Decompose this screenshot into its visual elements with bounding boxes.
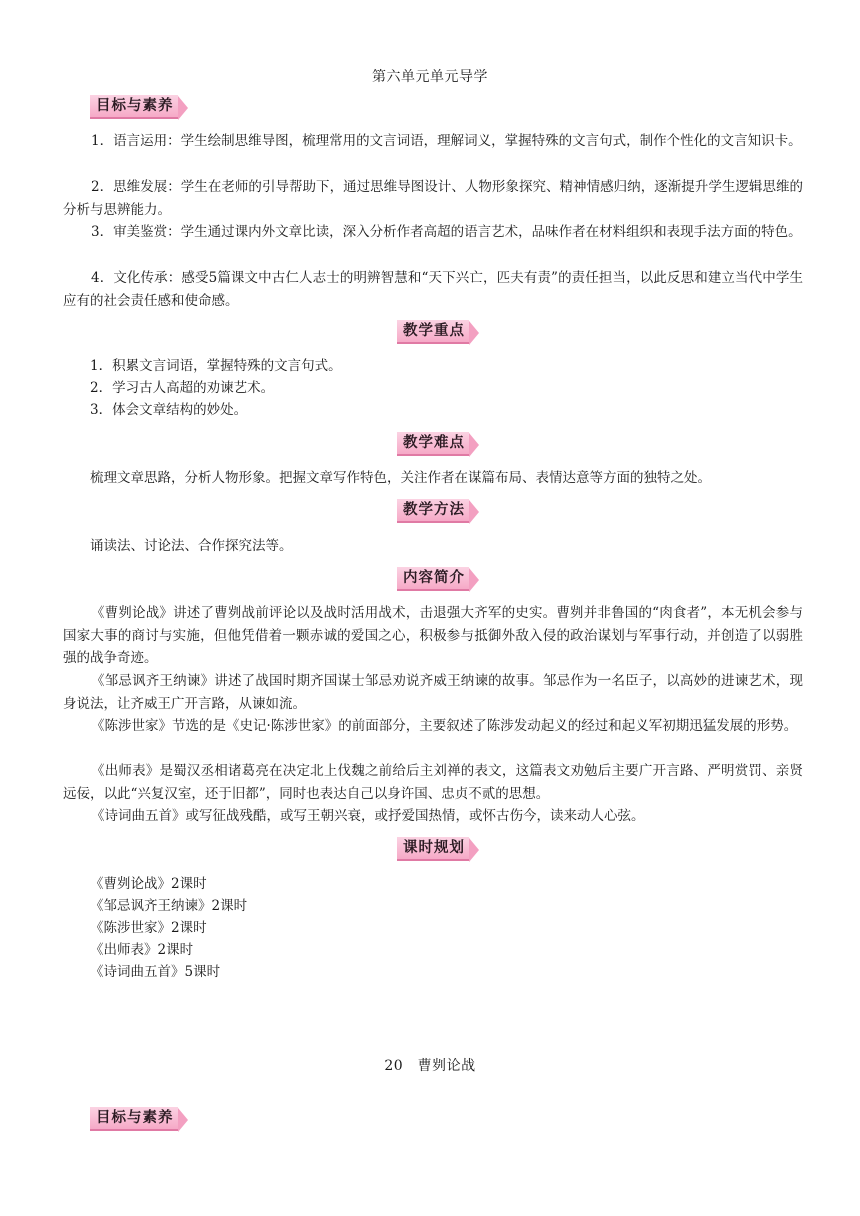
schedule-item-1: 《曹刿论战》2课时 xyxy=(90,876,207,892)
content-item-3: 《陈涉世家》节选的是《史记·陈涉世家》的前面部分，主要叙述了陈涉发动起义的经过和起义军初期迅猛发展的形势。 xyxy=(91,718,798,734)
tag-arrow-icon xyxy=(178,1108,188,1132)
methods-heading-tag xyxy=(397,500,479,522)
content-item-4: 《出师表》是蜀汉丞相诸葛亮在决定北上伐魏之前给后主刘禅的表文，这篇表文劝勉后主要广开言路、严明赏罚、亲贤远佞，以此“兴复汉室，还于旧都”，同时也表达自己以身许国、忠贞不贰的思想。 xyxy=(63,763,803,802)
content-item-1: 《曹刿论战》讲述了曹刿战前评论以及战时活用战术，击退强大齐军的史实。曹刿并非鲁国的“肉食者”，本无机会参与国家大事的商讨与实施，但他凭借着一颗赤诚的爱国之心，积极参与抵御外敌入侵的政治谋划与军事行动，并创造了以弱胜强的战争奇迹。 xyxy=(63,605,803,666)
difficulties-heading-tag xyxy=(397,433,479,455)
tag-arrow-icon xyxy=(469,568,479,592)
lesson-title: 20 曹刿论战 xyxy=(384,1058,476,1074)
lesson-goals-heading-tag xyxy=(90,1108,188,1130)
schedule-heading: 课时规划 xyxy=(397,837,469,861)
tag-arrow-icon xyxy=(469,838,479,862)
schedule-item-3: 《陈涉世家》2课时 xyxy=(90,920,207,936)
goal-item-4: 4．文化传承：感受5篇课文中古仁人志士的明辨智慧和“天下兴亡，匹夫有责”的责任担当，以此反思和建立当代中学生应有的社会责任感和使命感。 xyxy=(63,270,803,309)
schedule-heading-tag xyxy=(397,838,479,860)
key-point-1: 1．积累文言词语，掌握特殊的文言句式。 xyxy=(90,358,342,374)
goal-item-2: 2．思维发展：学生在老师的引导帮助下，通过思维导图设计、人物形象探究、精神情感归纳，逐渐提升学生逻辑思维的分析与思辨能力。 xyxy=(63,179,803,218)
methods-heading: 教学方法 xyxy=(397,499,469,523)
goals-heading-tag xyxy=(90,96,188,118)
key-points-heading-tag xyxy=(397,321,479,343)
lesson-goals-heading: 目标与素养 xyxy=(90,1107,178,1131)
goal-item-1: 1．语言运用：学生绘制思维导图，梳理常用的文言词语，理解词义，掌握特殊的文言句式，制作个性化的文言知识卡。 xyxy=(91,133,802,149)
unit-title: 第六单元单元导学 xyxy=(372,69,488,85)
key-points-heading: 教学重点 xyxy=(397,320,469,344)
difficulties-heading: 教学难点 xyxy=(397,432,469,456)
schedule-item-5: 《诗词曲五首》5课时 xyxy=(90,964,221,980)
difficulties-text: 梳理文章思路，分析人物形象。把握文章写作特色，关注作者在谋篇布局、表情达意等方面的独特之处。 xyxy=(90,470,711,486)
methods-text: 诵读法、讨论法、合作探究法等。 xyxy=(90,538,293,554)
schedule-item-2: 《邹忌讽齐王纳谏》2课时 xyxy=(90,898,248,914)
content-heading: 内容简介 xyxy=(397,567,469,591)
goal-item-3: 3．审美鉴赏：学生通过课内外文章比读，深入分析作者高超的语言艺术，品味作者在材料组织和表现手法方面的特色。 xyxy=(91,224,802,240)
content-item-5: 《诗词曲五首》或写征战残酷，或写王朝兴衰，或抒爱国热情，或怀古伤今，读来动人心弦。 xyxy=(91,808,645,824)
schedule-item-4: 《出师表》2课时 xyxy=(90,942,194,958)
content-heading-tag xyxy=(397,568,479,590)
tag-arrow-icon xyxy=(469,321,479,345)
tag-arrow-icon xyxy=(469,433,479,457)
key-point-3: 3．体会文章结构的妙处。 xyxy=(90,402,248,418)
tag-arrow-icon xyxy=(178,96,188,120)
key-point-2: 2．学习古人高超的劝谏艺术。 xyxy=(90,380,275,396)
tag-arrow-icon xyxy=(469,500,479,524)
goals-heading: 目标与素养 xyxy=(90,95,178,119)
content-item-2: 《邹忌讽齐王纳谏》讲述了战国时期齐国谋士邹忌劝说齐威王纳谏的故事。邹忌作为一名臣子，以高妙的进谏艺术，现身说法，让齐威王广开言路，从谏如流。 xyxy=(63,673,803,712)
